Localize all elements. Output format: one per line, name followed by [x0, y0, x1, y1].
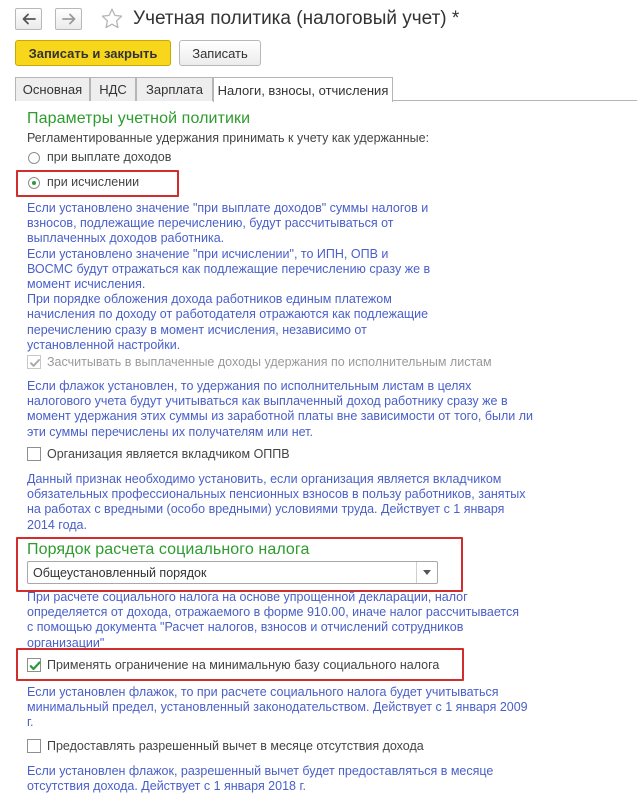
section-title-policy-params: Параметры учетной политики — [27, 110, 251, 127]
checkmark-icon — [28, 356, 42, 370]
checkbox-deduction-label[interactable]: Предоставлять разрешенный вычет в месяце отсутствия дохода — [47, 739, 424, 753]
checkbox-deduction[interactable] — [27, 739, 41, 753]
checkbox-min-base-label[interactable]: Применять ограничение на минимальную базу социального налога — [47, 658, 440, 672]
section-title-social-tax: Порядок расчета социального налога — [27, 541, 310, 558]
radio-help-text: Если установлено значение "при выплате доходов" суммы налогов и взносов, подлежащие перечислению, будут рассчитываться от выплаченных доходов работника. Если установлено значение "при исчислении", то ИПН, ОПВ и ВОСМС будут отражаться как подлежащие перечислению сразу же в момент исчисления. При порядке обложения дохода работников единым платежом начисления по доходу от работодателя отражаются как подлежащие перечислению сразу в момент исчисления, независимо от установленной настройки. — [27, 201, 431, 352]
radio-on-payment[interactable] — [28, 152, 40, 164]
page-title: Учетная политика (налоговый учет) * — [133, 8, 460, 29]
favorite-star-icon[interactable] — [100, 7, 124, 31]
checkmark-icon — [28, 659, 42, 673]
chevron-down-icon — [423, 570, 431, 575]
radio-on-accrual-label[interactable]: при исчислении — [47, 175, 140, 189]
checkbox-min-base[interactable] — [27, 658, 41, 672]
tab-taxes-contributions[interactable]: Налоги, взносы, отчисления — [213, 77, 393, 102]
checkbox-oppv-label[interactable]: Организация является вкладчиком ОППВ — [47, 447, 290, 461]
checkbox-writs-label[interactable]: Засчитывать в выплаченные доходы удержания по исполнительным листам — [47, 355, 492, 369]
tab-salary[interactable]: Зарплата — [136, 77, 213, 101]
save-button[interactable]: Записать — [179, 40, 261, 66]
checkbox-writs[interactable] — [27, 355, 41, 369]
deduction-help-text: Если установлен флажок, разрешенный вычет будет предоставляться в месяце отсутствия дохода. Действует с 1 января 2018 г. — [27, 764, 494, 794]
radio-on-payment-label[interactable]: при выплате доходов — [47, 150, 172, 164]
social-tax-order-value: Общеустановленный порядок — [33, 566, 207, 580]
save-and-close-button[interactable]: Записать и закрыть — [15, 40, 171, 66]
dropdown-button[interactable] — [416, 562, 437, 583]
writs-help-text: Если флажок установлен, то удержания по исполнительным листам в целях налогового учета будут учитываться как выплаченный доход работнику сразу же в момент удержания этих суммы из заработной платы вне зависимости от того, были ли эти суммы перечислены их получателям или нет. — [27, 379, 534, 439]
checkbox-oppv[interactable] — [27, 447, 41, 461]
radio-on-accrual[interactable] — [28, 177, 40, 189]
forward-button[interactable] — [55, 8, 82, 30]
arrow-left-icon — [22, 13, 36, 25]
deductions-prompt: Регламентированные удержания принимать к учету как удержанные: — [27, 131, 430, 145]
arrow-right-icon — [62, 13, 76, 25]
oppv-help-text: Данный признак необходимо установить, если организация является вкладчиком обязательных профессиональных пенсионных взносов в пользу работников, занятых на работах с вредными (особо вредными) условиями труда. Действует с 1 января 2014 года. — [27, 472, 526, 532]
tab-vat[interactable]: НДС — [90, 77, 136, 101]
min-base-help-text: Если установлен флажок, то при расчете социального налога будет учитываться минимальный предел, установленный законодательством. Действует с 1 января 2009 г. — [27, 685, 528, 730]
social-tax-help-text: При расчете социального налога на основе упрощенной декларации, налог определяется от дохода, отражаемого в форме 910.00, иначе налог рассчитывается с помощью документа "Расчет налогов, взносов и отчислений сотрудников организации" — [27, 590, 519, 650]
back-button[interactable] — [15, 8, 42, 30]
tab-main[interactable]: Основная — [15, 77, 90, 101]
social-tax-order-select[interactable] — [27, 561, 438, 584]
